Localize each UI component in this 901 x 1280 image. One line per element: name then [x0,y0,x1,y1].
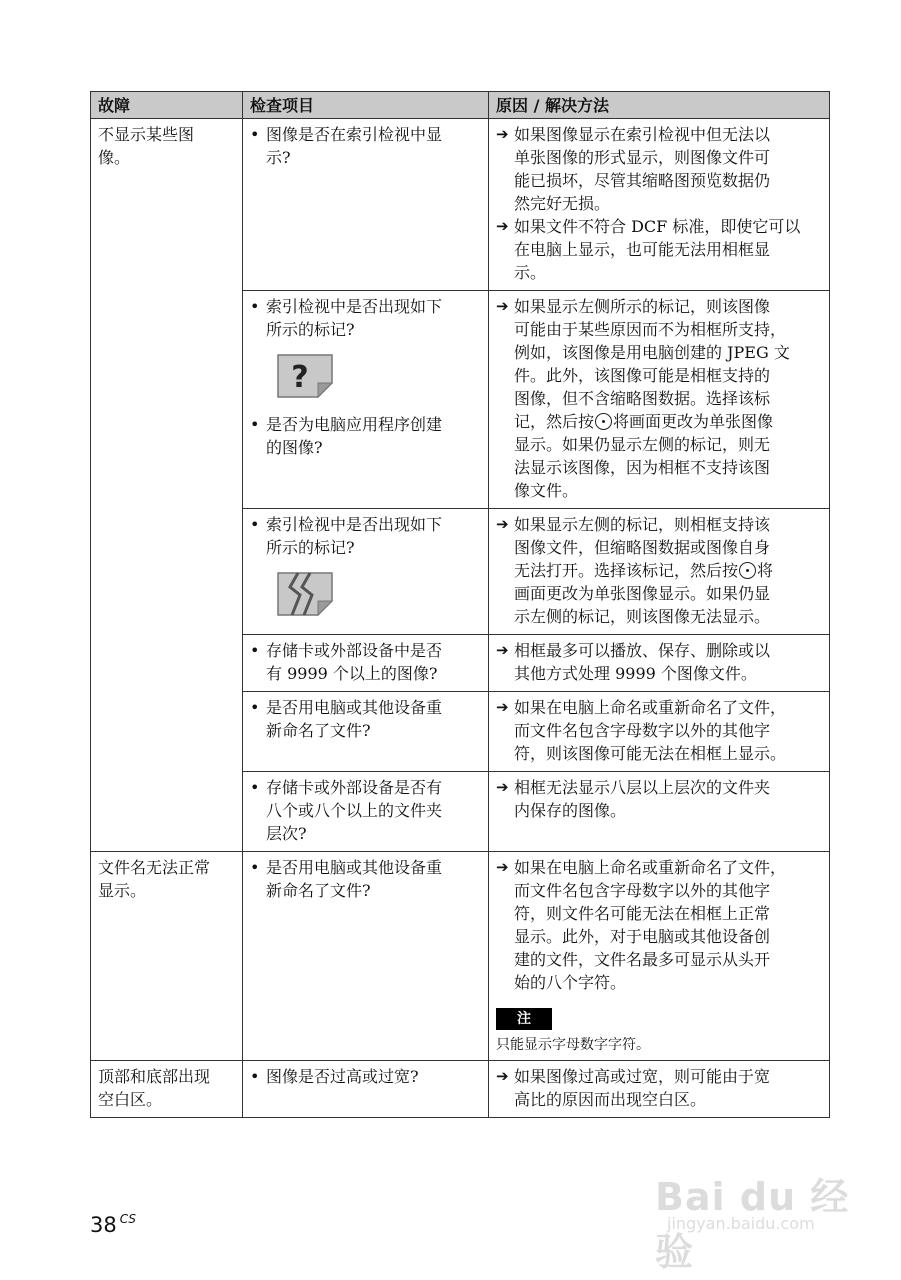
arrow-icon: ➔ [496,641,509,659]
cause-cell [489,772,830,852]
bullet-icon: • [250,297,260,316]
check-cell [243,119,489,291]
check-item: • 是否用电脑或其他设备重 新命名了文件? [250,698,443,740]
check-item: • 是否用电脑或其他设备重 新命名了文件? [250,858,443,900]
cause-item: ➔ 相框无法显示八层以上层次的文件夹 内保存的图像。 [496,778,771,820]
header-symptom: 故障 [91,92,243,119]
arrow-icon: ➔ [496,297,509,315]
cause-cell [489,509,830,635]
check-item: • 图像是否过高或过宽? [250,1067,419,1086]
header-cause: 原因 / 解决方法 [489,92,830,119]
cause-item: ➔ 如果显示左侧所示的标记，则该图像 可能由于某些原因而不为相框所支持， 例如，该图像是用电脑创建的 JPEG 文 件。此外，该图像可能是相框支持的 图像，但不含缩略图数据。选择该标 记，然后按 将画面更改为单张图像 显示。如果仍显示左侧的标记，则无 法显示该图像，因为相框不支持该图 像文件。 [496,297,790,500]
header-check: 检查项目 [243,92,489,119]
check-cell [243,291,489,509]
troubleshooting-table [90,91,830,1118]
arrow-icon: ➔ [496,125,509,143]
language-code: CS [119,1212,136,1226]
check-item: • 是否为电脑应用程序创建 的图像? [250,415,443,457]
check-item: • 存储卡或外部设备是否有 八个或八个以上的文件夹 层次? [250,778,443,843]
bullet-icon: • [250,415,260,434]
check-cell [243,635,489,692]
watermark-brand: Bai du 经验 [655,1175,850,1274]
arrow-icon: ➔ [496,858,509,876]
cause-item: ➔ 如果文件不符合 DCF 标准，即使它可以 在电脑上显示，也可能无法用相框显 示。 [496,217,801,282]
arrow-icon: ➔ [496,515,509,533]
check-item: • 图像是否在索引检视中显 示? [250,125,443,167]
cause-item: ➔ 如果图像过高或过宽，则可能由于宽 高比的原因而出现空白区。 [496,1067,771,1109]
check-cell [243,509,489,635]
bullet-icon: • [250,698,260,717]
arrow-icon: ➔ [496,217,509,235]
cause-item: ➔ 如果在电脑上命名或重新命名了文件， 而文件名包含字母数字以外的其他字 符，则文件名可能无法在相框上正常 显示。此外，对于电脑或其他设备创 建的文件，文件名最多可显示从头开 始的八个字符。 [496,858,787,992]
cause-cell [489,852,830,1061]
check-cell [243,852,489,1061]
symptom-cell: 顶部和底部出现 空白区。 [91,1061,243,1118]
svg-text:?: ? [291,360,309,395]
arrow-icon: ➔ [496,1067,509,1085]
cause-cell [489,635,830,692]
bullet-icon: • [250,125,260,144]
cause-cell [489,291,830,509]
cause-item: ➔ 如果在电脑上命名或重新命名了文件， 而文件名包含字母数字以外的其他字 符，则该图像可能无法在相框上显示。 [496,698,787,763]
bullet-icon: • [250,641,260,660]
broken-file-icon [276,571,332,617]
table-row [91,119,830,291]
cause-cell [489,119,830,291]
cause-item: ➔ 如果显示左侧的标记，则相框支持该 图像文件，但缩略图数据或图像自身 无法打开。选择该标记，然后按 将 画面更改为单张图像显示。如果仍显 示左侧的标记，则该图像无法显示。 [496,515,774,626]
cause-cell [489,692,830,772]
symptom-cell: 不显示某些图 像。 [91,119,243,852]
arrow-icon: ➔ [496,698,509,716]
watermark [655,1148,855,1274]
question-mark-file-icon [276,353,332,399]
table-header-row [91,92,830,119]
check-cell [243,692,489,772]
note-text: 只能显示字母数字字符。 [496,1037,650,1053]
circle-enter-icon [739,562,756,579]
check-item: • 索引检视中是否出现如下 所示的标记? [250,297,443,339]
watermark-url: jingyan.baidu.com [667,1214,815,1233]
cause-item: ➔ 相框最多可以播放、保存、删除或以 其他方式处理 9999 个图像文件。 [496,641,771,683]
check-item: • 存储卡或外部设备中是否 有 9999 个以上的图像? [250,641,443,683]
check-cell [243,772,489,852]
bullet-icon: • [250,515,260,534]
check-cell [243,1061,489,1118]
circle-enter-icon [595,413,612,430]
check-item: • 索引检视中是否出现如下 所示的标记? [250,515,443,557]
table-row [91,1061,830,1118]
bullet-icon: • [250,858,260,877]
note-badge: 注 [496,1008,552,1030]
page-number: 38 $^{CS}$ [90,1212,136,1237]
bullet-icon: • [250,778,260,797]
arrow-icon: ➔ [496,778,509,796]
cause-cell [489,1061,830,1118]
cause-item: ➔ 如果图像显示在索引检视中但无法以 单张图像的形式显示，则图像文件可 能已损坏，尽管其缩略图预览数据仍 然完好无损。 [496,125,771,213]
table-row [91,852,830,1061]
bullet-icon: • [250,1067,260,1086]
symptom-cell: 文件名无法正常 显示。 [91,852,243,1061]
